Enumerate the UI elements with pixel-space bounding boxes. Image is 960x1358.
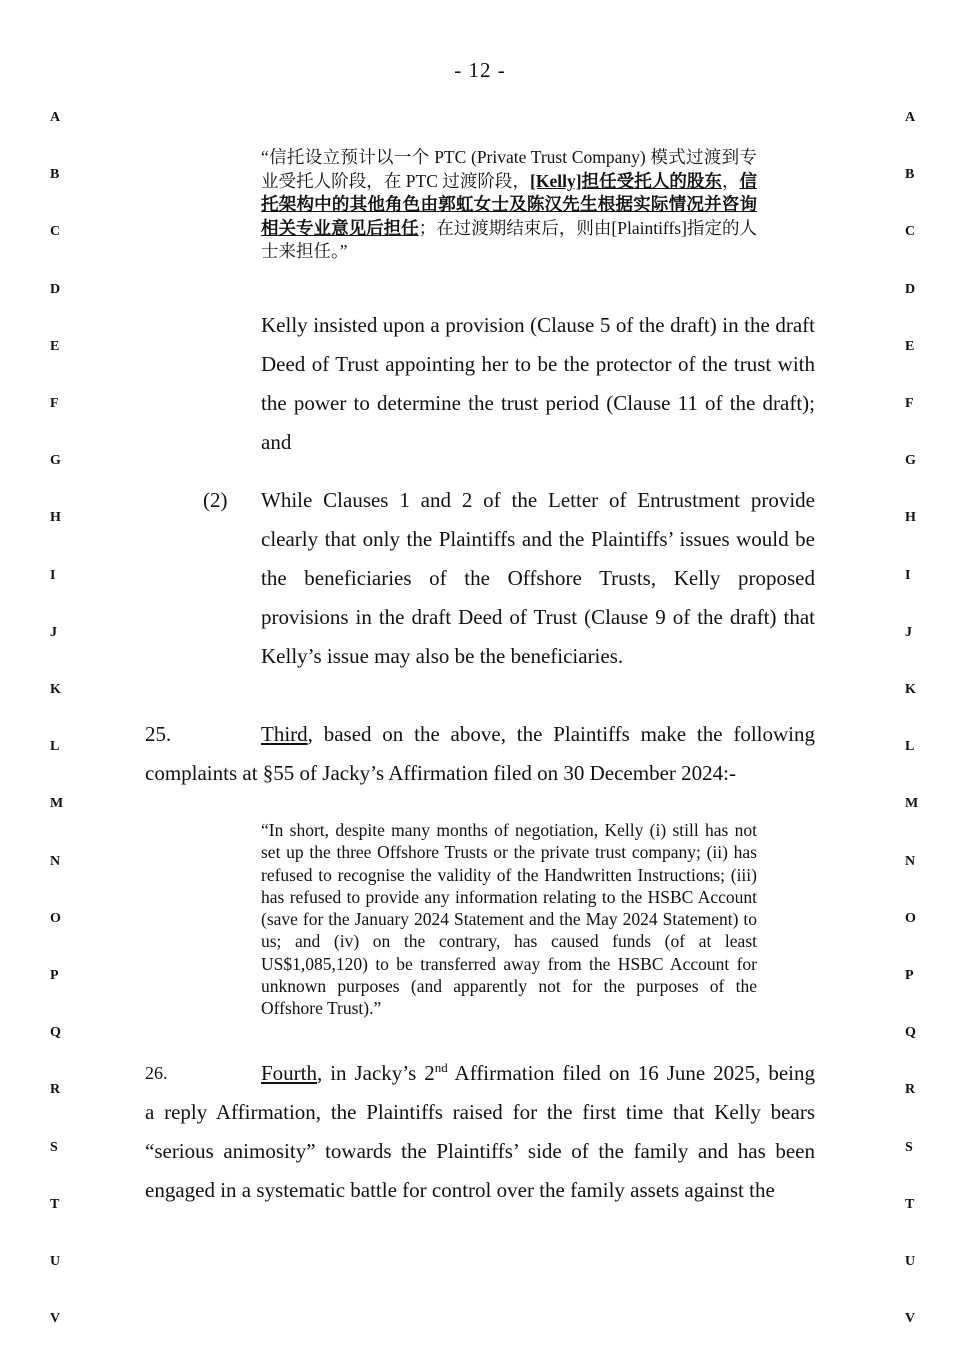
left-margin-letter-d: D [50,281,61,297]
chinese-quote [261,146,757,264]
left-margin-letter-k: K [50,682,61,697]
left-margin-letter-r: R [50,1082,61,1098]
right-margin-letter-a: A [905,110,916,125]
right-margin-letter-o: O [905,910,916,926]
paragraph-26-first-line [261,1054,815,1093]
chinese-quote-underlined-1: [Kelly]担任受托人的股东 [530,170,722,191]
left-margin-letter-a: A [50,110,61,125]
paragraph-26-after-lead: , in Jacky’s 2 [317,1061,435,1085]
left-margin-letter-v: V [50,1311,61,1327]
left-margin-letter-c: C [50,224,61,240]
chinese-quote-part-2: ， [721,170,740,191]
left-margin-letter-l: L [50,739,60,755]
right-margin-letter-n: N [905,853,916,869]
chinese-quote-underlined-2: 信托架构中的其他角色由郭虹女士及陈汉先生根据实际情况并咨询相关专业意见后担任 [261,170,757,238]
page-number: - 12 - [454,58,506,82]
left-margin-letter-b: B [50,167,60,183]
right-margin-letter-g: G [905,453,916,469]
paragraph-25-continuation: complaints at §55 of Jacky’s Affirmation filed on 30 December 2024:- [145,761,736,785]
left-margin-letter-t: T [50,1196,60,1212]
right-margin-letter-c: C [905,224,916,240]
paragraph-25-first-line [261,715,815,754]
kelly-clause-paragraph: Kelly insisted upon a provision (Clause 5 of the draft) in the draft Deed of Trust appointing her to be the protector of the trust with the power to determine the trust period (Clause 11 of the draft); and [261,313,815,454]
right-margin-letter-k: K [905,682,916,697]
chinese-quote-part-3: ；在过渡期结束后，则由[Plaintiffs]指定的人士来担任。” [261,217,757,261]
right-margin-letter-e: E [905,338,915,354]
right-margin-letter-b: B [905,167,915,183]
right-margin-letter-q: Q [905,1025,916,1041]
right-margin-letter-u: U [905,1254,916,1269]
right-margin-letter-p: P [905,968,914,983]
chinese-quote-part-1: “信托设立预计以一个 PTC (Private Trust Company) 模式过渡到专业受托人阶段，在 PTC 过渡阶段， [261,147,757,191]
paragraph-26-continuation: a reply Affirmation, the Plaintiffs raised for the first time that Kelly bears “serious animosity” towards the Plaintiffs’ side of the family and has been engaged in a systematic battle for control over the family assets against the [145,1100,815,1202]
left-margin-letter-e: E [50,338,60,354]
paragraph-25-line1-rest: , based on the above, the Plaintiffs make the following [307,722,815,746]
left-margin-letter-s: S [50,1139,58,1155]
paragraph-26-line1-rest: Affirmation filed on 16 June 2025, being [447,1061,815,1085]
right-margin-letter-v: V [905,1311,916,1327]
left-margin-letter-m: M [50,796,64,812]
paragraph-26-lead: Fourth [261,1061,318,1085]
left-margin-letter-f: F [50,396,59,411]
left-margin-letter-p: P [50,968,59,983]
left-margin-letter-o: O [50,910,61,926]
right-margin-letter-h: H [905,510,916,526]
left-margin-letter-h: H [50,510,61,526]
left-margin-letter-u: U [50,1254,61,1269]
right-margin-letter-d: D [905,281,916,297]
subparagraph-2-text: While Clauses 1 and 2 of the Letter of Entrustment provide clearly that only the Plaintiffs and the Plaintiffs’ issues would be the beneficiaries of the Offshore Trusts, Kelly proposed provisions in the draft Deed of Trust (Clause 9 of the draft) that Kelly’s issue may also be the beneficiaries. [261,488,815,668]
paragraph-26-number: 26. [145,1063,168,1083]
right-margin-letter-j: J [905,624,912,640]
paragraph-25-lead: Third [261,722,308,746]
left-margin-letter-i: I [50,567,56,583]
paragraph-25-number: 25. [145,722,172,746]
paragraph-26-superscript: nd [434,1060,448,1075]
right-margin-letter-r: R [905,1082,916,1098]
right-margin-letter-m: M [905,796,919,812]
left-margin-letter-g: G [50,453,61,469]
right-margin-letter-l: L [905,739,915,755]
subparagraph-2-number: (2) [203,488,228,512]
right-margin-letter-t: T [905,1196,915,1212]
left-margin-letter-q: Q [50,1025,61,1041]
affirmation-quote: “In short, despite many months of negotiation, Kelly (i) still has not set up the three Offshore Trusts or the private trust company; (ii) has refused to recognise the validity of the Handwritten Instructions; (iii) has refused to provide any information relating to the HSBC Account (save for the January 2024 Statement and the May 2024 Statement) to us; and (iv) on the contrary, has caused funds (of at least US$1,085,120) to be transferred away from the HSBC Account for unknown purposes (and apparently not for the purposes of the Offshore Trust).” [261,820,757,1019]
right-margin-letter-s: S [905,1139,913,1155]
left-margin-letter-j: J [50,624,57,640]
right-margin-letter-i: I [905,567,911,583]
right-margin-letter-f: F [905,396,914,411]
left-margin-letter-n: N [50,853,61,869]
